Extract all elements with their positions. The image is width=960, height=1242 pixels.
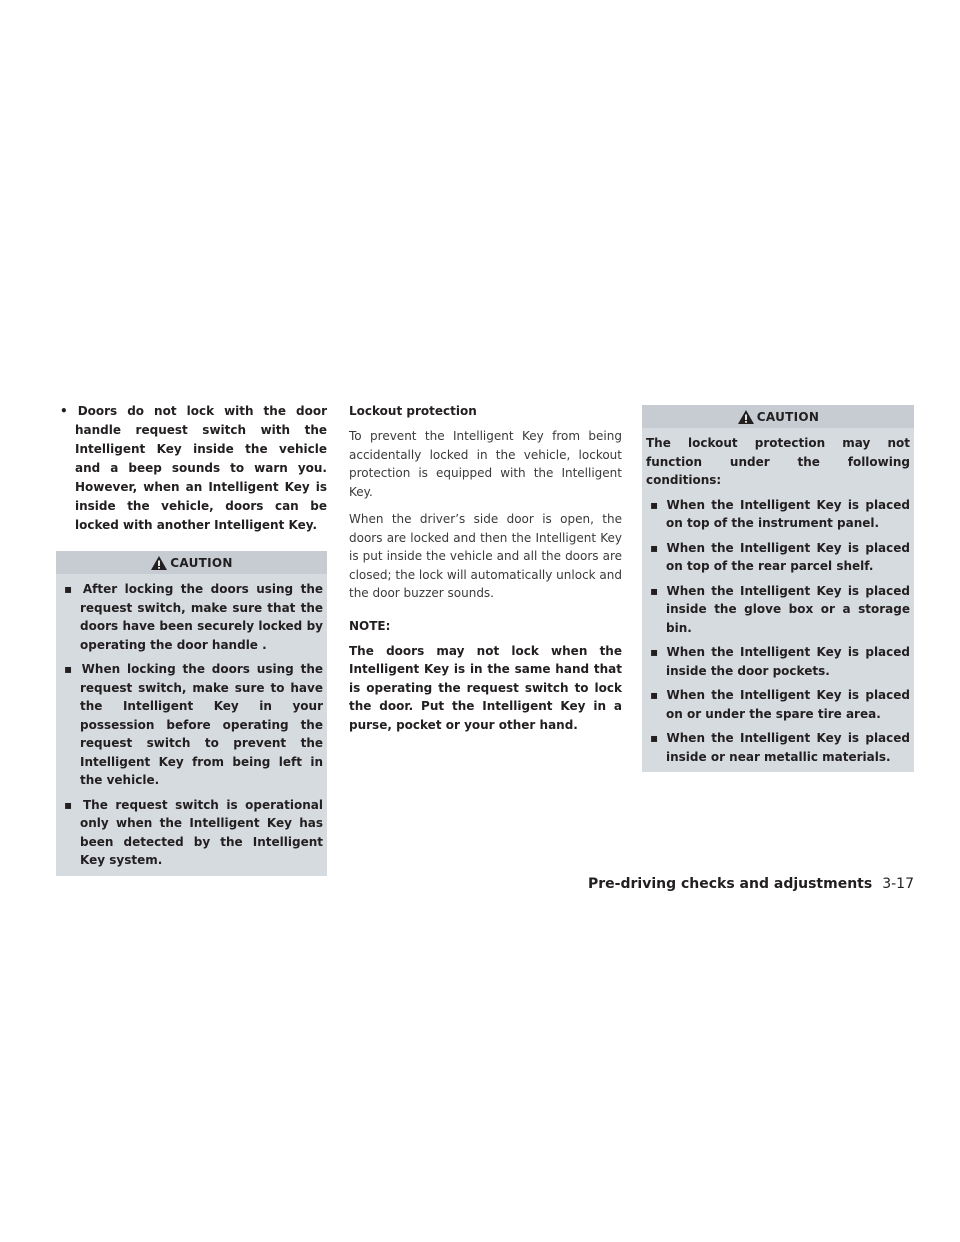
caution-item: ▪ When the Intelligent Key is placed inside the door pockets. — [650, 645, 911, 678]
caution-item: ▪ When the Intelligent Key is placed on or under the spare tire area. — [650, 688, 911, 721]
caution-box-left — [56, 551, 327, 876]
caution-title: CAUTION — [756, 409, 820, 424]
caution-header — [56, 551, 327, 574]
footer-section-title: Pre-driving checks and adjustments — [588, 876, 873, 892]
caution-item: ▪ When the Intelligent Key is placed inside the glove box or a storage bin. — [650, 583, 911, 635]
body-paragraph: To prevent the Intelligent Key from being accidentally locked in the vehicle, lockout protection is equipped with the Intelligent Key. — [349, 429, 622, 499]
caution-item: ▪ The request switch is operational only when the Intelligent Key has been detected by the Intelligent Key system. — [64, 797, 323, 867]
page-number: 3-17 — [882, 876, 914, 892]
middle-column — [349, 402, 622, 734]
caution-header — [642, 405, 914, 428]
intro-bullet: • Doors do not lock with the door handle request switch with the Intelligent Key inside the vehicle and a beep sounds to warn you. However, when an Intelligent Key is inside the vehicle, doors can be locked with another Intelligent Key. — [60, 404, 327, 532]
caution-item: ▪ When the Intelligent Key is placed inside or near metallic materials. — [650, 731, 911, 764]
caution-item: ▪ When locking the doors using the request switch, make sure to have the Intelligent Key in your possession before operating the request switch to prevent the Intelligent Key from being left in the vehicle. — [64, 662, 324, 787]
warning-triangle-icon — [737, 409, 755, 425]
caution-intro: The lockout protection may not function under the following conditions: — [646, 436, 910, 487]
note-text: The doors may not lock when the Intelligent Key is in the same hand that is operating the request switch to lock the door. Put the Intelligent Key in a purse, pocket or your other hand. — [349, 643, 622, 732]
caution-title: CAUTION — [170, 555, 233, 570]
bullet-dot: • — [60, 404, 78, 418]
caution-item: ▪ When the Intelligent Key is placed on top of the rear parcel shelf. — [650, 540, 911, 573]
page-footer — [588, 876, 914, 892]
warning-triangle-icon — [150, 555, 168, 571]
note-label: NOTE: — [349, 618, 391, 633]
right-column — [642, 402, 914, 772]
body-paragraph: When the driver’s side door is open, the doors are locked and then the Intelligent Key is put inside the vehicle and all the doors are closed; the lock will automatically unlock and the door buzzer sounds. — [349, 512, 623, 600]
left-column — [56, 402, 327, 876]
caution-item: ▪ When the Intelligent Key is placed on top of the instrument panel. — [650, 497, 911, 530]
caution-box-right — [642, 405, 914, 772]
section-title: Lockout protection — [349, 404, 477, 418]
caution-item: ▪ After locking the doors using the request switch, make sure that the doors have been securely locked by operating the door handle . — [64, 582, 324, 652]
